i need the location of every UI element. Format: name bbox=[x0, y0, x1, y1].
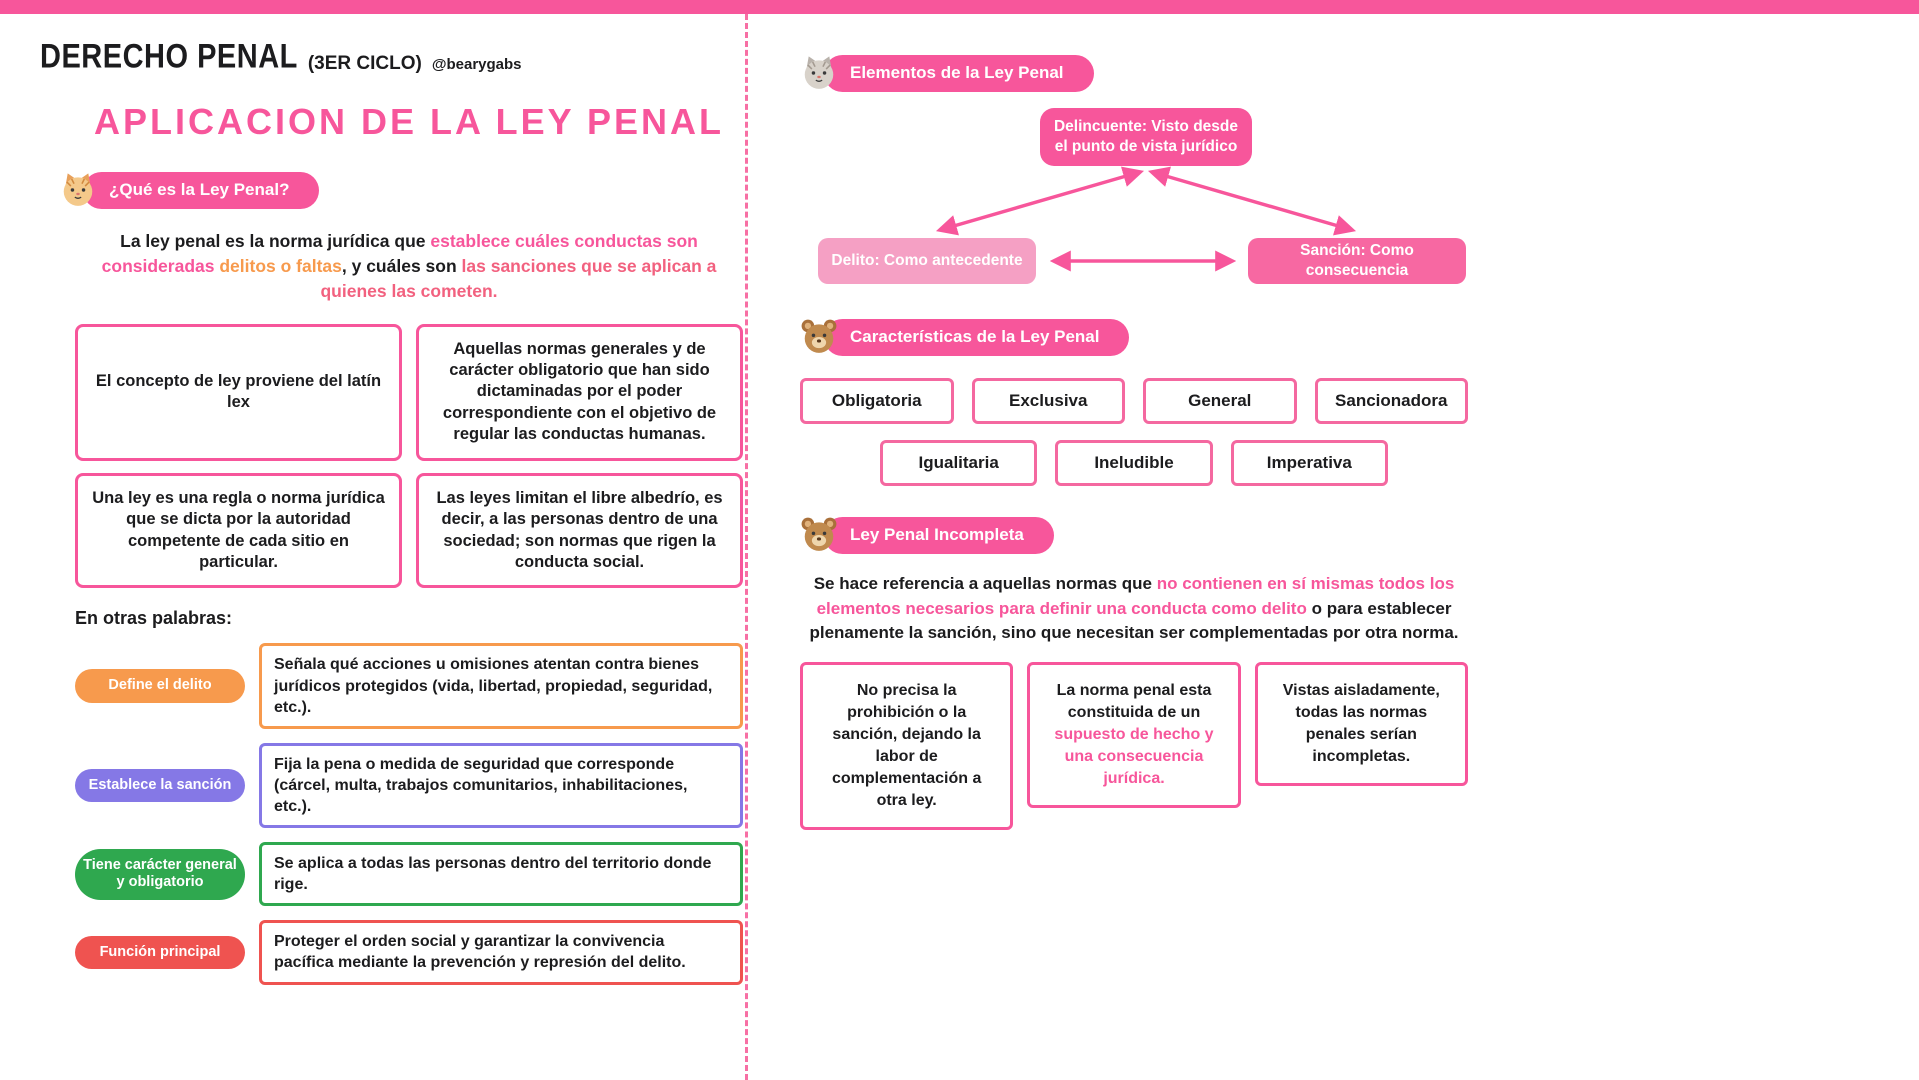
author-handle: @bearygabs bbox=[431, 56, 522, 73]
incompleta-box-no-precisa: No precisa la prohibición o la sanción, dejando la labor de complementación a otra ley. bbox=[800, 662, 1013, 830]
section-badge-que-es: ¿Qué es la Ley Penal? bbox=[83, 172, 319, 209]
course-cycle: (3ER CICLO) bbox=[307, 53, 422, 74]
definition-row-funcion bbox=[75, 920, 743, 984]
top-accent-bar bbox=[0, 0, 1919, 14]
section-que-es-header bbox=[59, 171, 743, 209]
section-badge-elementos: Elementos de la Ley Penal bbox=[824, 55, 1094, 92]
in-other-words-label: En otras palabras: bbox=[75, 608, 233, 629]
incompleta-intro: Se hace referencia a aquellas normas que no contienen en sí mismas todos los elementos necesarios para definir una conducta como delito o para establecer plenamente la sanción, sino que necesitan ser complementadas por otra norma. bbox=[809, 574, 1459, 643]
definition-pill-delito: Define el delito bbox=[75, 669, 245, 702]
definition-row-delito bbox=[75, 643, 743, 728]
definition-box-sancion: Fija la pena o medida de seguridad que corresponde (cárcel, multa, trabajos comunitarios, inhabilitaciones, etc.). bbox=[259, 743, 743, 828]
definition-row-sancion bbox=[75, 743, 743, 828]
concept-box-libre-albedrio: Las leyes limitan el libre albedrío, es decir, a las personas dentro de una sociedad; son normas que rigen la conducta social. bbox=[416, 473, 743, 589]
definition-box-general: Se aplica a todas las personas dentro del territorio donde rige. bbox=[259, 842, 743, 906]
characteristic-box-igualitaria: Igualitaria bbox=[880, 440, 1037, 486]
concept-box-regla-norma: Una ley es una regla o norma jurídica que se dicta por la autoridad competente de cada sitio en particular. bbox=[75, 473, 402, 589]
concept-box-lex: El concepto de ley proviene del latín lex bbox=[75, 324, 402, 461]
definition-pill-general: Tiene carácter general y obligatorio bbox=[75, 849, 245, 900]
right-column bbox=[748, 14, 1466, 1080]
node-sancion: Sanción: Como consecuencia bbox=[1248, 238, 1466, 284]
characteristic-box-exclusiva: Exclusiva bbox=[972, 378, 1126, 424]
bear-icon bbox=[800, 516, 838, 554]
definition-box-funcion: Proteger el orden social y garantizar la convivencia pacífica mediante la prevención y represión del delito. bbox=[259, 920, 743, 984]
incompleta-box-aisladamente: Vistas aisladamente, todas las normas penales serían incompletas. bbox=[1255, 662, 1468, 786]
page-title: APLICACION DE LA LEY PENAL bbox=[93, 101, 725, 142]
section-caracteristicas-header bbox=[800, 318, 1466, 356]
ley-penal-intro: La ley penal es la norma jurídica que establece cuáles conductas son consideradas delitos o faltas, y cuáles son las sanciones que se aplican a quienes las cometen. bbox=[101, 231, 717, 301]
section-badge-incompleta: Ley Penal Incompleta bbox=[824, 517, 1054, 554]
cat-icon bbox=[59, 171, 97, 209]
bear-icon bbox=[800, 318, 838, 356]
incompleta-boxes bbox=[800, 662, 1468, 830]
characteristic-box-ineludible: Ineludible bbox=[1055, 440, 1212, 486]
concept-box-normas-generales: Aquellas normas generales y de carácter obligatorio que han sido dictaminadas por el poder correspondiente con el objetivo de regular las conductas humanas. bbox=[416, 324, 743, 461]
section-elementos-header bbox=[800, 54, 1466, 92]
characteristic-box-sancionadora: Sancionadora bbox=[1315, 378, 1469, 424]
section-badge-caracteristicas: Características de la Ley Penal bbox=[824, 319, 1129, 356]
node-delito: Delito: Como antecedente bbox=[818, 238, 1036, 284]
section-incompleta-header bbox=[800, 516, 1466, 554]
course-title: DERECHO PENAL bbox=[40, 38, 298, 76]
characteristic-box-general: General bbox=[1143, 378, 1297, 424]
characteristics-row-2 bbox=[800, 440, 1468, 486]
definition-box-delito: Señala qué acciones u omisiones atentan contra bienes jurídicos protegidos (vida, libertad, propiedad, seguridad, etc.). bbox=[259, 643, 743, 728]
cat-icon bbox=[800, 54, 838, 92]
concept-grid bbox=[75, 324, 743, 589]
elementos-diagram bbox=[800, 108, 1468, 292]
left-column bbox=[0, 14, 745, 1080]
definition-pill-funcion: Función principal bbox=[75, 936, 245, 969]
course-header bbox=[40, 38, 745, 77]
characteristic-box-obligatoria: Obligatoria bbox=[800, 378, 954, 424]
characteristics-row-1 bbox=[800, 378, 1468, 424]
incompleta-box-supuesto: La norma penal esta constituida de un supuesto de hecho y una consecuencia jurídica. bbox=[1027, 662, 1240, 808]
node-delincuente: Delincuente: Visto desde el punto de vista jurídico bbox=[1040, 108, 1252, 166]
characteristic-box-imperativa: Imperativa bbox=[1231, 440, 1388, 486]
definition-pill-sancion: Establece la sanción bbox=[75, 769, 245, 802]
definition-row-general bbox=[75, 842, 743, 906]
